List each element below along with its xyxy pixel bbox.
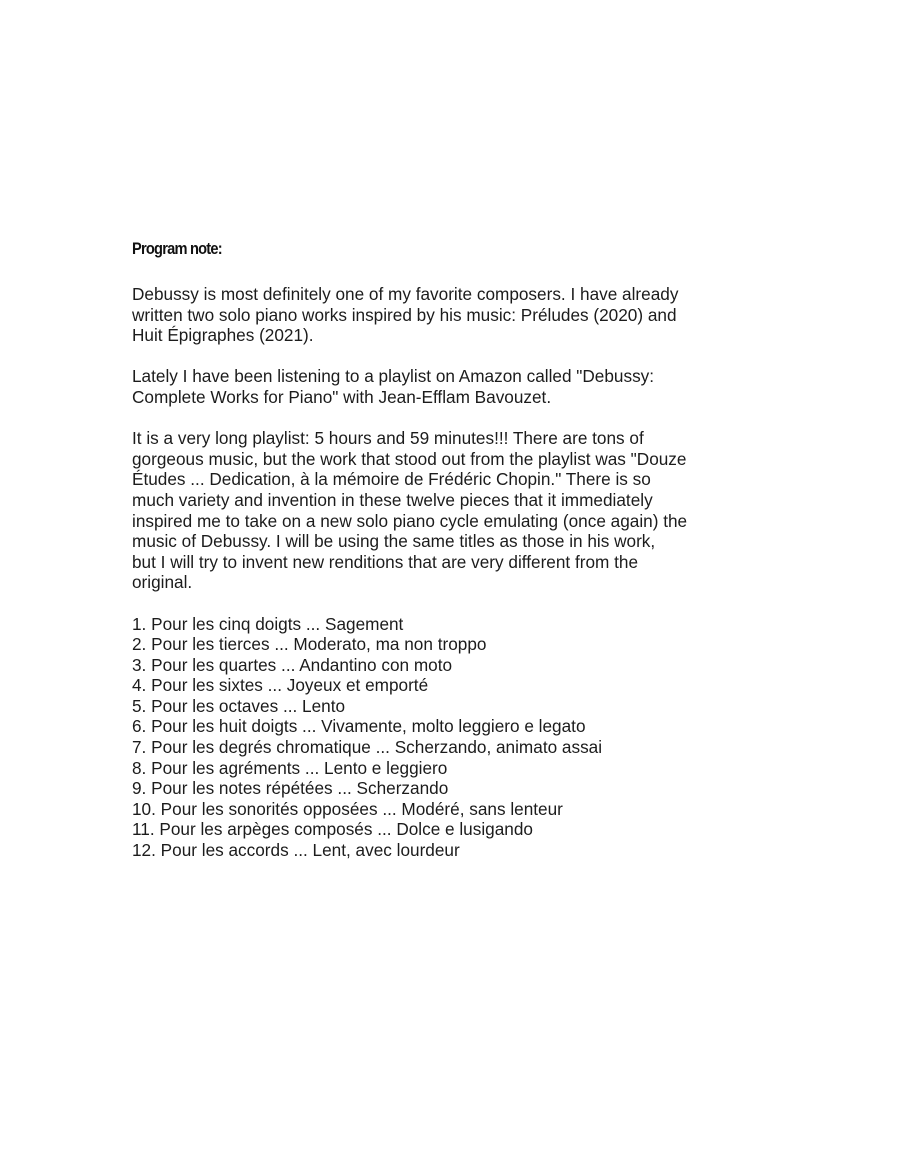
list-item: 3. Pour les quartes ... Andantino con moto [132, 654, 453, 675]
paragraph-playlist [132, 366, 752, 407]
paragraph-line: Complete Works for Piano" with Jean-Efflam Bavouzet. [132, 386, 552, 407]
list-item: 8. Pour les agréments ... Lento e leggiero [132, 757, 448, 778]
paragraph-line: Études ... Dedication, à la mémoire de Frédéric Chopin." There is so [132, 469, 651, 490]
etude-list [132, 614, 752, 861]
paragraph-etudes [132, 428, 752, 593]
paragraph-line: It is a very long playlist: 5 hours and 59 minutes!!! There are tons of [132, 428, 644, 449]
paragraph-line: Lately I have been listening to a playlist on Amazon called "Debussy: [132, 366, 655, 387]
program-note [132, 238, 752, 861]
list-item: 5. Pour les octaves ... Lento [132, 695, 346, 716]
list-item: 7. Pour les degrés chromatique ... Scherzando, animato assai [132, 737, 603, 758]
paragraph-line: Debussy is most definitely one of my favorite composers. I have already [132, 284, 679, 304]
page-title: Program note: [132, 239, 222, 258]
list-item: 1. Pour les cinq doigts ... Sagement [132, 613, 404, 634]
paragraph-intro [132, 284, 752, 346]
paragraph-line: Huit Épigraphes (2021). [132, 325, 314, 346]
paragraph-line: music of Debussy. I will be using the same titles as those in his work, [132, 531, 656, 552]
paragraph-line: much variety and invention in these twelve pieces that it immediately [132, 489, 653, 510]
list-item: 4. Pour les sixtes ... Joyeux et emporté [132, 675, 429, 696]
list-item: 2. Pour les tierces ... Moderato, ma non troppo [132, 634, 487, 655]
list-item: 11. Pour les arpèges composés ... Dolce e lusigando [132, 819, 533, 840]
list-item: 12. Pour les accords ... Lent, avec lourdeur [132, 840, 460, 861]
paragraph-line: gorgeous music, but the work that stood out from the playlist was "Douze [132, 448, 687, 469]
paragraph-line: inspired me to take on a new solo piano cycle emulating (once again) the [132, 510, 688, 531]
paragraph-line: written two solo piano works inspired by his music: Préludes (2020) and [132, 304, 677, 325]
list-item: 6. Pour les huit doigts ... Vivamente, molto leggiero e legato [132, 716, 586, 737]
list-item: 10. Pour les sonorités opposées ... Modéré, sans lenteur [132, 798, 563, 819]
paragraph-line: but I will try to invent new renditions that are very different from the [132, 551, 638, 572]
paragraph-line: original. [132, 572, 193, 593]
list-item: 9. Pour les notes répétées ... Scherzando [132, 778, 449, 799]
